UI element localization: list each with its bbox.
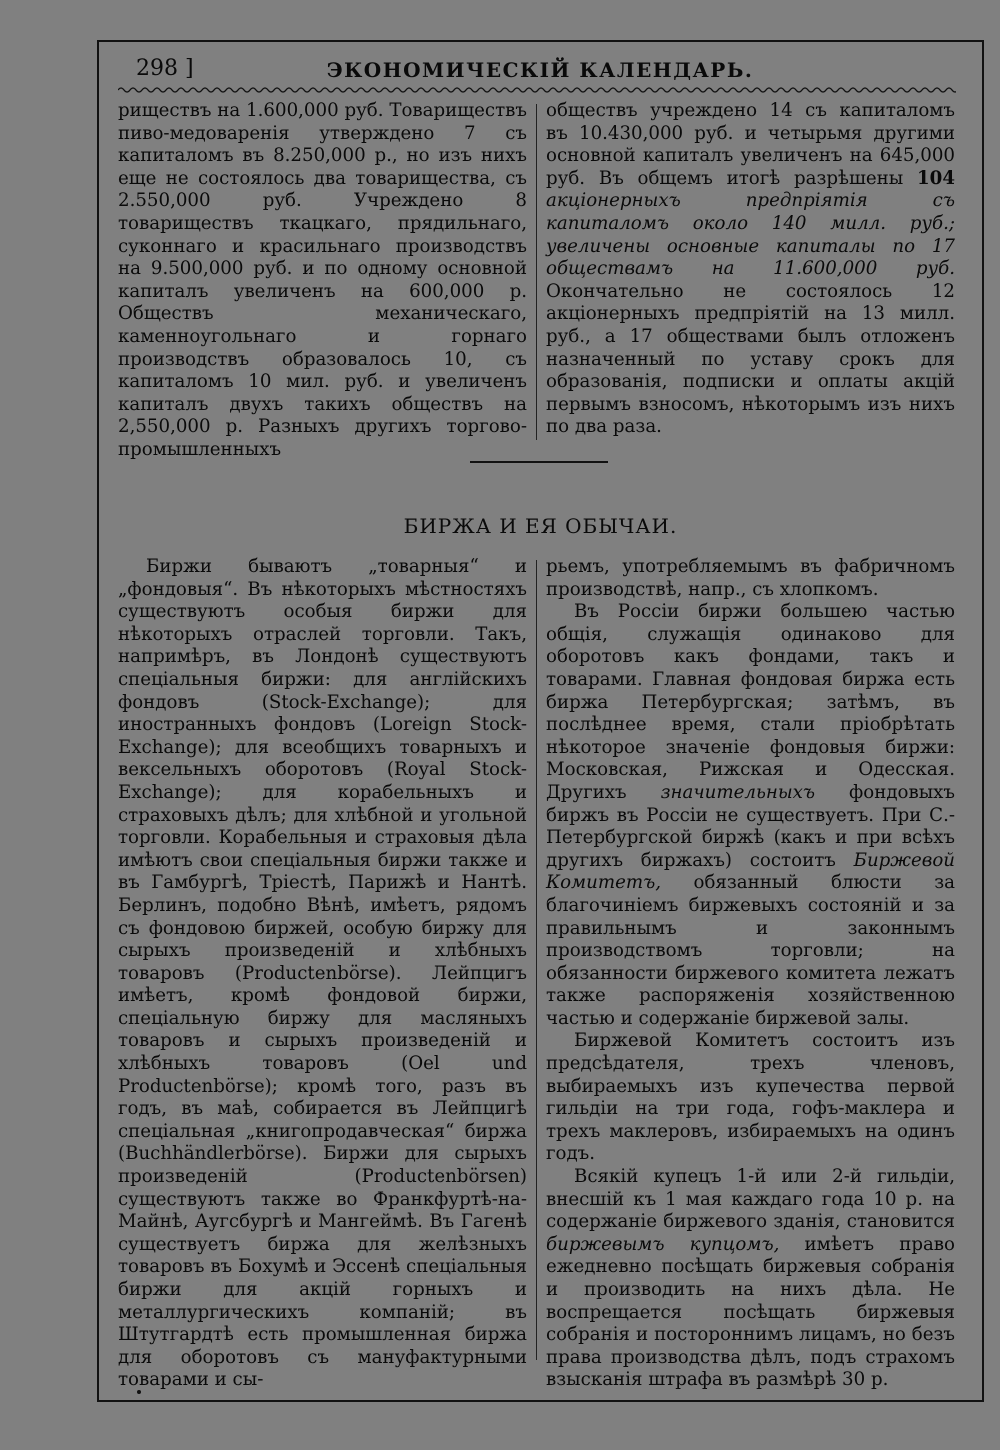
page-number: 298 ]	[136, 56, 194, 81]
top-right-text-a: обществъ учреждено 14 съ капиталомъ въ 10.430,000 руб. и четырьмя другими основной капиталъ увеличенъ на 645,000 руб. Въ общемъ итогѣ разрѣшены	[546, 100, 955, 189]
stray-ink-mark	[137, 1390, 141, 1394]
bottom-column-divider	[536, 560, 537, 1360]
bottom-right-paragraph-3: Биржевой Комитетъ состоитъ изъ предсѣдателя, трехъ членовъ, выбираемыхъ изъ купечества первой гильдіи на три года, гофъ-маклера и трехъ маклеровъ, избираемыхъ на одинъ годъ.	[546, 1030, 955, 1165]
bottom-right-paragraph-4	[546, 1166, 955, 1392]
top-right-text-b: Окончательно не состоялось 12 акціонерныхъ предпріятій на 13 милл. руб., а 17 обществами былъ отложенъ назначенный по уставу срокъ для образованія, подписки и оплаты акцій первымъ взносомъ, нѣкоторымъ изъ нихъ по два раза.	[546, 280, 955, 438]
bottom-right-p4-text-a: Всякій купецъ 1-й или 2-й гильдіи, внесшій къ 1 мая каждаго года 10 р. на содержаніе биржевого зданія, становится	[546, 1166, 955, 1233]
top-right-bold-number: 104	[917, 167, 955, 189]
bottom-right-column	[546, 556, 955, 1392]
bottom-right-p2-text-c: обязанный блюсти за благочиніемъ биржевыхъ состояній и за правильнымъ и законнымъ производствомъ торговли; на обязанности биржевого комитета лежатъ также распоряженія хозяйственною частью и содержаніе биржевой залы.	[546, 872, 955, 1029]
bottom-right-p4-italic: биржевымъ купцомъ,	[546, 1233, 780, 1255]
section-title: БИРЖА И ЕЯ ОБЫЧАИ.	[403, 514, 678, 538]
wavy-rule	[118, 86, 956, 94]
bottom-right-paragraph-2	[546, 601, 955, 1030]
bottom-right-p4-text-b: имѣетъ право ежедневно посѣщать биржевыя собранія и производить на нихъ дѣла. Не воспрещается посѣщать биржевыя собранія и постороннимъ лицамъ, но безъ права производства дѣлъ, подъ страхомъ взысканія штрафа въ размѣрѣ 30 р.	[546, 1233, 955, 1391]
top-right-italic-text: акціонерныхъ предпріятія съ капиталомъ около 140 милл. руб.; увеличены основные капиталы по 17 обществамъ на 11.600,000 руб.	[546, 190, 955, 280]
section-divider-rule	[470, 461, 608, 463]
running-title: ЭКОНОМИЧЕСКІЙ КАЛЕНДАРЬ.	[326, 58, 754, 82]
page-header	[110, 52, 970, 88]
bottom-right-p2-italic-1: значительныхъ	[660, 781, 816, 803]
bottom-right-p2-italic-2: Биржевой Комитетъ,	[546, 849, 955, 894]
bottom-left-column	[118, 556, 527, 1392]
top-column-divider	[536, 104, 537, 440]
bottom-right-paragraph-1: рьемъ, употребляемымъ въ фабричномъ производствѣ, напр., съ хлопкомъ.	[546, 556, 955, 600]
top-right-column	[546, 100, 955, 439]
bottom-right-p2-text-a: Въ Россіи биржи большею частью общія, служащія одинаково для оборотовъ какъ фондами, такъ и товарами. Главная фондовая биржа есть биржа Петербургская; затѣмъ, въ послѣднее время, стали пріобрѣтать нѣкоторое значеніе фондовыя биржи: Московская, Рижская и Одесская. Другихъ	[546, 601, 955, 803]
top-left-paragraph: риществъ на 1.600,000 руб. Товариществъ пиво-медоваренія утверждено 7 съ капиталомъ въ 8.250,000 р., но изъ нихъ еще не состоялось два товарищества, съ 2.550,000 руб. Учреждено 8 товариществъ ткацкаго, прядильнаго, суконнаго и красильнаго производствъ на 9.500,000 руб. и по одному основной капиталъ увеличенъ на 600,000 р. Обществъ механическаго, каменноугольнаго и горнаго производствъ образовалось 10, съ капиталомъ 10 мил. руб. и увеличенъ капиталъ двухъ такихъ обществъ на 2,550,000 р. Разныхъ другихъ торгово-промышленныхъ	[118, 100, 527, 460]
bottom-right-p2-text-b: фондовыхъ биржъ въ Россіи не существуетъ. При С.-Петербургской биржѣ (какъ и при всѣхъ другихъ биржахъ) состоитъ	[546, 781, 956, 871]
top-left-column	[118, 100, 527, 462]
top-right-paragraph	[546, 100, 955, 439]
bottom-left-paragraph: Биржи бываютъ „товарныя“ и „фондовыя“. Въ нѣкоторыхъ мѣстностяхъ существуютъ особыя биржи для нѣкоторыхъ отраслей торговли. Такъ, напримѣръ, въ Лондонѣ существуютъ спеціальныя биржи: для англійскихъ фондовъ (Stock-Exchange); для иностранныхъ фондовъ (Loreign Stock-Exchange); для всеобщихъ товарныхъ и вексельныхъ оборотовъ (Royal Stock-Exchange); для корабельныхъ и страховыхъ дѣлъ; для хлѣбной и угольной торговли. Корабельныя и страховыя дѣла имѣютъ свои спеціальныя биржи также и въ Гамбургѣ, Тріестѣ, Парижѣ и Нантѣ. Берлинъ, подобно Вѣнѣ, имѣетъ, рядомъ съ фондовою биржей, особую биржу для сырыхъ произведеній и хлѣбныхъ товаровъ (Productenbörse). Лейпцигъ имѣетъ, кромѣ фондовой биржи, спеціальную биржу для масляныхъ товаровъ и сырыхъ произведеній и хлѣбныхъ товаровъ (Oel und Productenbörse); кромѣ того, разъ въ годъ, въ маѣ, собирается въ Лейпцигѣ спеціальная „книгопродавческая“ биржа (Buchhändlerbörse). Биржи для сырыхъ произведеній (Productenbörsen) существуютъ также во Франкфуртѣ-на-Майнѣ, Аугсбургѣ и Мангеймѣ. Въ Гагенѣ существуетъ биржа для желѣзныхъ товаровъ въ Бохумѣ и Эссенѣ спеціальныя биржи для акцій горныхъ и металлургическихъ компаній; въ Штутгардтѣ есть промышленная биржа для оборотовъ съ мануфактурными товарами и сы-	[118, 556, 527, 1391]
